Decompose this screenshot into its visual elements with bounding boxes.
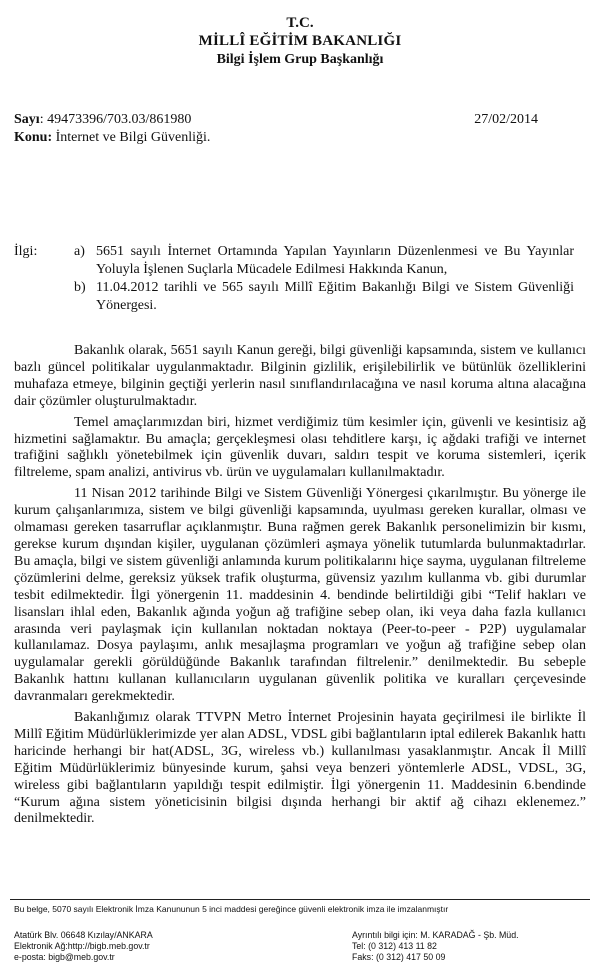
konu-label: Konu: [14, 130, 53, 145]
e-signature-note: Bu belge, 5070 sayılı Elektronik İmza Kanununun 5 inci maddesi gereğince güvenli elektronik imza ile imzalanmıştır [14, 904, 449, 914]
konu-row [14, 130, 538, 146]
document-date: 27/02/2014 [474, 112, 538, 127]
sayi-row [14, 112, 538, 128]
paragraph: Bakanlık olarak, 5651 sayılı Kanun gereği, bilgi güvenliği kapsamında, sistem ve kullanıcı bazlı güncel politikalar uygulanmaktadır. Bilginin gizlilik, erişilebilirlik ve bütünlük özelliklerini muhafaza etmeye, bilginin geçtiği yerlerin nasıl sınıflandırılacağına ve nasıl koruma altına alacağına dair çözümler oluşturulmaktadır. [14, 343, 586, 409]
footer-contact: Ayrıntılı bilgi için: M. KARADAĞ - Şb. Müd. [352, 930, 519, 940]
footer-address-block [14, 930, 153, 963]
ilgi-marker: b) [74, 280, 86, 295]
footer-contact-block [352, 930, 519, 963]
sayi-value: : 49473396/703.03/861980 [39, 112, 192, 127]
ilgi-item-a [14, 243, 574, 278]
footer-web: Elektronik Ağ:http://bigb.meb.gov.tr [14, 941, 150, 951]
sayi [14, 112, 191, 128]
footer-fax: Faks: (0 312) 417 50 09 [352, 952, 446, 962]
sayi-label: Sayı [14, 112, 40, 127]
footer-tel: Tel: (0 312) 413 11 82 [352, 941, 437, 951]
paragraph: Temel amaçlarımızdan biri, hizmet verdiğimiz tüm kesimler için, güvenli ve kesintisiz ağ hizmetini sağlamaktır. Bu amaçla; gerçekleşmesi olası tehditlere karşı, iç ağdaki trafiği ve internet trafiğini sağlıklı yönetebilmek için güvenlik duvarı, saldırı tespit ve koruma sistemleri, içerik filtreleme, spam analizi, antivirus vb. ürün ve uygulamaları kullanılmaktadır. [14, 414, 586, 481]
header-ministry: MİLLÎ EĞİTİM BAKANLIĞI [198, 33, 402, 49]
ilgi-section [14, 243, 574, 315]
footer-address: Atatürk Blv. 06648 Kızılay/ANKARA [14, 930, 153, 940]
ilgi-text: 11.04.2012 tarihli ve 565 sayılı Millî Eğitim Bakanlığı Bilgi ve Sistem Güvenliği Yönergesi. [96, 280, 574, 313]
footer-divider [10, 899, 590, 900]
footer-email: e-posta: bigb@meb.gov.tr [14, 952, 115, 962]
ilgi-item-b [14, 279, 574, 314]
ilgi-marker: a) [74, 244, 85, 259]
header-department: Bilgi İşlem Grup Başkanlığı [216, 52, 384, 67]
konu-value: İnternet ve Bilgi Güvenliği. [52, 130, 211, 145]
letterhead [0, 14, 600, 69]
ilgi-label: İlgi: [14, 244, 38, 259]
letter-body [14, 343, 586, 832]
paragraph: 11 Nisan 2012 tarihinde Bilgi ve Sistem Güvenliği Yönergesi çıkarılmıştır. Bu yönerge ile kurum çalışanlarımıza, sistem ve bilgi güvenliği kapsamında, uyulması gereken kurallar, olması ve olmaması gereken tasarruflar açıklanmıştır. Buna rağmen gerek Bakanlık personelimizin bir kısmı, gerekse kurum dışından kişiler, uygulanan çözümleri aşmaya yönelik tutumlarda bulunmaktadırlar. Bu amaçla, bilgi ve sistem güvenliği anlamında kurum politikalarını hiçe sayma, uygulanan filtreleme çözümlerini delme, gereksiz yüksek trafik oluşturma, güvensiz yazılım kullanma vb. gibi durumlar tesbit edilmektedir. İlgi yönergenin 11. maddesinin 4. bendinde belirtildiği gibi “Telif hakları ve lisansları ihlal eden, Bakanlık ağında yoğun ağ trafiğine sebep olan, iki veya daha fazla kullanıcı arasında veri paylaşmak için kullanılan noktadan noktaya (Peer-to-peer - P2P) uygulamalar kullanılamaz. Dosya paylaşımı, anlık mesajlaşma programları ve yoğun ağ trafiğine sebep olan uygulamalar gerekli görüldüğünde Bakanlık tarafından filtrelenir.” denilmektedir. Bu sebeple Bakanlık hattını kullanan kullanıcıların uygulanan güvenlik politika ve kuralları çerçevesinde davranmaları gerekmektedir. [14, 486, 586, 705]
header-tc: T.C. [286, 15, 314, 31]
ilgi-text: 5651 sayılı İnternet Ortamında Yapılan Yayınların Düzenlenmesi ve Bu Yayınlar Yoluyla İşlenen Suçlarla Mücadele Edilmesi Hakkında Kanun, [96, 244, 574, 277]
paragraph: Bakanlığımız olarak TTVPN Metro İnternet Projesinin hayata geçirilmesi ile birlikte İl Millî Eğitim Müdürlüklerimizde yer alan ADSL, VDSL gibi bağlantıların iptal edilerek Bakanlık hattı haricinde herhangi bir hat(ADSL, 3G, wireless vb.) kullanılması yasaklanmıştır. Ancak İl Millî Eğitim Müdürlüklerimiz bünyesinde kurum, şahsi veya benzeri yöntemlerle ADSL, VDSL, 3G, wireless gibi bağlantıların yapıldığı tespit edilmiştir. İlgi yönergenin 11. Maddesinin 6.bendinde “Kurum ağına sistem yöneticisinin bilgisi dışında herhangi bir aktif ağ cihazı eklenemez.” denilmektedir. [14, 710, 586, 827]
